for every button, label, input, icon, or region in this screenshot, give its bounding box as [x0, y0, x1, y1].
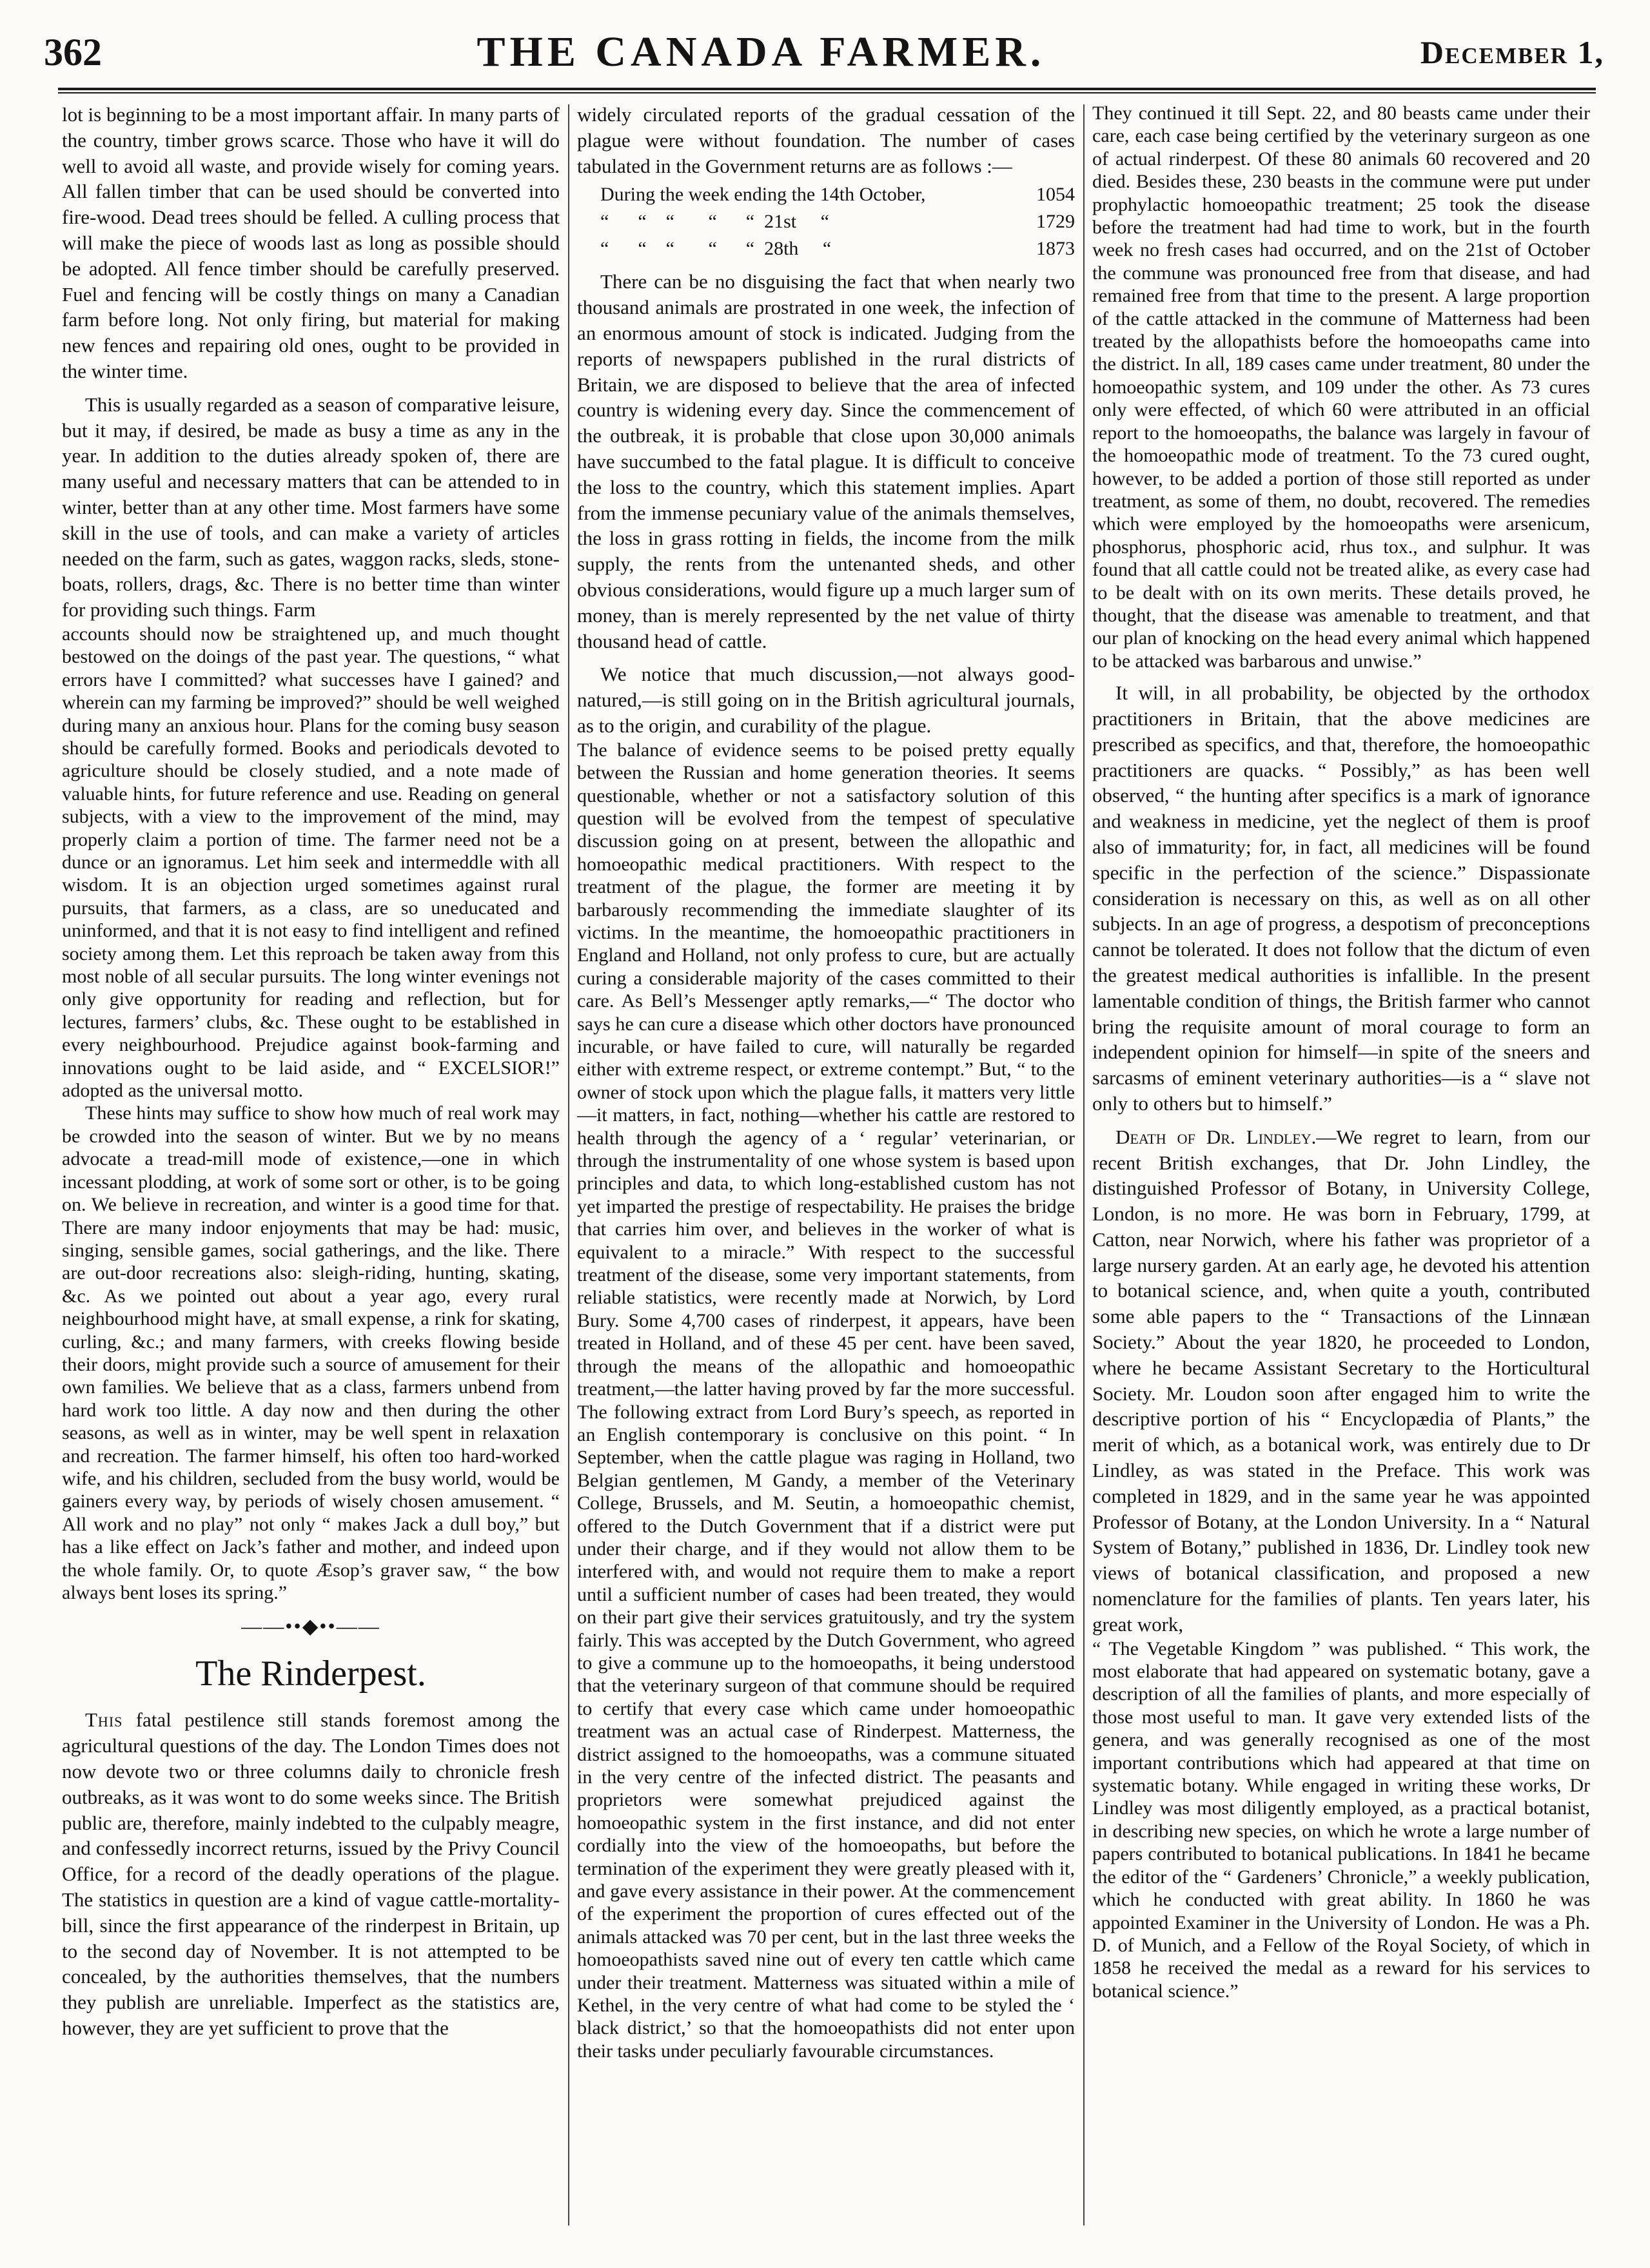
column-divider [1083, 104, 1085, 2225]
lead-word: This [85, 1708, 123, 1732]
table-row [577, 181, 1075, 208]
paragraph: widely circulated reports of the gradual cessation of the plague were without foundation. The number of cases tabulated in the Government returns are as follows :— [577, 103, 1075, 177]
paragraph: We notice that much discussion,—not always good-natured,—is still going on in the British agricultural journals, as to the origin, and curability of the plague. [577, 663, 1075, 737]
table-row [577, 208, 1075, 235]
table-label: During the week ending the 14th October, [600, 184, 926, 206]
returns-table [577, 181, 1075, 262]
paragraph-body: fatal pestilence still stands foremost among the agricultural questions of the day. The London Times does not now devote two or three columns daily to chronicle fresh outbreaks, as it was wont to do some weeks since. The British public are, therefore, mainly indebted to the culpably meagre, and confessedly incorrect returns, issued by the Privy Council Office, for a record of the deadly operations of the plague. The statistics in question are a kind of vague cattle-mortality-bill, since the first appearance of the rinderpest in Britain, up to the second day of November. It is not attempted to be concealed, by the authorities themselves, that the numbers they publish are unreliable. Imperfect as the statistics are, however, they are yet sufficient to prove that the [62, 1708, 560, 2039]
paragraph: The balance of evidence seems to be poised pretty equally between the Russian and home generation theories. It seems questionable, whether or not a satisfactory solution of this question will be evolved from the tempest of speculative discussion going on at present, between the allopathic and homoeopathic medical practitioners. With respect to the treatment of the plague, the former are meeting it by barbarously recommending the immediate slaughter of its victims. In the meantime, the homoeopathic practitioners in England and Holland, not only profess to cure, but are actually curing a considerable majority of the cases committed to their care. As Bell’s Messenger aptly remarks,—“ The doctor who says he can cure a disease which other doctors have pronounced incurable, or have failed to cure, will naturally be regarded either with extreme respect, or extreme contempt.” But, “ to the owner of stock upon which the plague falls, it matters very little—it matters, in fact, nothing—whether his cattle are restored to health through the agency of a ‘ regular’ veterinarian, or through the instrumentality of one whose system is based upon principles and data, to which long-established custom has not yet imparted the prestige of respectability. He praises the bridge that carries him over, and believes in the worker of what is equivalent to a miracle.” With respect to the successful treatment of the disease, some very important statements, from reliable statistics, were recently made at Norwich, by Lord Bury. Some 4,700 cases of rinderpest, it appears, have been treated in Holland, and of these 45 per cent. have been saved, through the means of the allopathic and homoeopathic treatment,—the latter having proved by far the more successful. The following extract from Lord Bury’s speech, as reported in an English contemporary is conclusive on this point. “ In September, when the cattle plague was raging in Holland, two Belgian gentlemen, M Gandy, a member of the Veterinary College, Brussels, and M. Seutin, a homoeopathic chemist, offered to the Dutch Government that if a district were put under their charge, and if they would not allow them to be interfered with, and would not require them to make a report until a sufficient number of cases had been treated, they would on their part give their services gratuitously, and try the system fairly. This was accepted by the Dutch Government, who agreed to give a commune up to the homoeopaths, it being understood that the veterinary surgeon of that commune should be required to certify that every case which came under homoeopathic treatment was an actual case of Rinderpest. Matterness, the district assigned to the homoeopaths, was a commune situated in the very centre of the infected district. The peasants and proprietors were somewhat prejudiced against the homoeopathic system in the first instance, and did not enter cordially into the view of the homoeopaths, but before the termination of the experiment they were greatly pleased with it, and gave every assistance in their power. At the commencement of the experiment the proportion of cures effected out of the animals attacked was 70 per cent, but in the last three weeks the homoeopathists saved nine out of every ten cattle which came under their treatment. Matterness was situated within a mile of Kethel, in the very centre of what had come to be styled the ‘ black district,’ so that the homoeopathists did not enter upon their tasks under peculiarly favourable circumstances. [577, 739, 1075, 2062]
table-value: 1729 [1036, 211, 1075, 233]
table-value: 1873 [1036, 238, 1075, 260]
masthead [44, 23, 1604, 81]
column-1 [62, 102, 560, 2229]
column-3 [1092, 102, 1590, 2229]
page-number: 362 [44, 30, 102, 73]
paragraph: It will, in all probability, be objected by the orthodox practitioners in Britain, that the above medicines are prescribed as specifics, and that, therefore, the homoeopathic practitioners are quacks. “ Possibly,” as has been well observed, “ the hunting after specifics is a mark of ignorance and weakness in medicine, yet the neglect of them is proof also of immaturity; for, in fact, all medicines will be found specific in the perfection of the science.” Dispassionate consideration is necessary on this, as well as on all other subjects. In an age of progress, a despotism of preconceptions cannot be tolerated. It does not follow that the dictum of even the greatest medical authorities is infallible. In the present lamentable condition of things, the British farmer who cannot bring the requisite amount of moral courage to form an independent opinion for himself—in spite of the sneers and sarcasms of eminent veterinary authorities—is a “ slave not only to others but to himself.” [1092, 681, 1590, 1115]
header-rule [58, 88, 1596, 90]
paragraph: This is usually regarded as a season of comparative leisure, but it may, if desired, be made as busy a time as any in the year. In addition to the duties already spoken of, there are many useful and necessary matters that can be attended to in winter, better than at any other time. Most farmers have some skill in the use of tools, and can make a variety of articles needed on the farm, such as gates, waggon racks, sleds, stone-boats, rollers, drags, &c. There is no better time than winter for providing such things. Farm [62, 393, 560, 621]
table-row [577, 235, 1075, 262]
article-columns [62, 102, 1590, 2229]
paragraph [1092, 1124, 1590, 1637]
paragraph: lot is beginning to be a most important affair. In many parts of the country, timber grows scarce. Those who have it will do well to avoid all waste, and provide wisely for coming years. All fallen timber that can be used should be converted into fire-wood. Dead trees should be felled. A culling process that will make the piece of woods last as long as possible should be adopted. All fence timber should be carefully preserved. Fuel and fencing will be costly things on many a Canadian farm before long. Not only firing, but material for making new fences and repairing old ones, ought to be provided in the winter time. [62, 103, 560, 382]
paragraph: accounts should now be straightened up, and much thought bestowed on the doings of the past year. The questions, “ what errors have I committed? what successes have I gained? and wherein can my farming be improved?” should be well weighed during many an anxious hour. Plans for the coming busy season should be carefully formed. Books and periodicals devoted to agriculture should be closely studied, and a note made of valuable hints, for future reference and use. Reading on general subjects, with a view to the improvement of the mind, may properly claim a portion of time. The farmer need not be a dunce or an ignoramus. Let him seek and intermeddle with all wisdom. It is an objection urged sometimes against rural pursuits, that farmers, as a class, are so uneducated and uninformed, and that it is not easy to find intelligent and refined society among them. Let this reproach be taken away from this most noble of all secular pursuits. The long winter evenings not only give opportunity for reading and reflection, but for lectures, farmers’ clubs, &c. These ought to be established in every neighbourhood. Prejudice against book-farming and innovations ought to be laid aside, and “ EXCELSIOR!” adopted as the universal motto. [62, 623, 560, 1102]
issue-date: December 1, [1420, 34, 1604, 70]
publication-title: THE CANADA FARMER. [476, 28, 1046, 75]
paragraph [62, 1707, 560, 2040]
column-divider [568, 104, 569, 2225]
table-label: “ “ “ “ “ 21st “ [600, 211, 829, 233]
table-value: 1054 [1036, 184, 1075, 206]
section-heading: The Rinderpest. [195, 1654, 426, 1694]
article-lead: Death of Dr. Lindley [1115, 1125, 1311, 1148]
column-2 [577, 102, 1075, 2229]
paragraph: These hints may suffice to show how much of real work may be crowded into the season of winter. But we by no means advocate a tread-mill mode of existence,—one in which incessant plodding, at work of some sort or other, is to be going on. We believe in recreation, and winter is a good time for that. There are many indoor enjoyments that may be had: music, singing, sensible games, social gatherings, and the like. There are out-door recreations also: sleigh-riding, hunting, skating, &c. As we pointed out about a year ago, every rural neighbourhood might have, at small expense, a rink for skating, curling, &c.; and many farmers, with creeks flowing beside their doors, might provide such a source of amusement for their own families. We believe that as a class, farmers unbend from hard work too little. A day now and then during the other seasons, as well as in winter, may be well spent in relaxation and recreation. The farmer himself, his often too hard-worked wife, and his children, secluded from the busy world, would be gainers every way, by periods of wisely chosen amusement. “ All work and no play” not only “ makes Jack a dull boy,” but has a like effect on Jack’s father and mother, and indeed upon the whole family. Or, to quote Æsop’s graver saw, “ the bow always bent loses its spring.” [62, 1102, 560, 1603]
table-label: “ “ “ “ “ 28th “ [600, 238, 832, 260]
paragraph: There can be no disguising the fact that when nearly two thousand animals are prostrated in one week, the infection of an enormous amount of stock is indicated. Judging from the reports of newspapers published in the rural districts of Britain, we are disposed to believe that the area of infected country is widening every day. Since the commencement of the outbreak, it is probable that close upon 30,000 animals have succumbed to the fatal plague. It is difficult to conceive the loss to the country, which this statement implies. Apart from the immense pecuniary value of the animals themselves, the loss in grass rotting in fields, the income from the milk supply, the rents from the untenanted sheds, and other obvious considerations, would figure up a much larger sum of money, than is merely represented by the net value of thirty thousand head of cattle. [577, 270, 1075, 652]
paragraph: They continued it till Sept. 22, and 80 beasts came under their care, each case being certified by the veterinary surgeon as one of actual rinderpest. Of these 80 animals 60 recovered and 20 died. Besides these, 230 beasts in the commune were put under prophylactic homoeopathic treatment; 25 took the disease before the treatment had had time to work, but in the fourth week no fresh cases had occurred, and on the 21st of October the commune was pronounced free from that disease, and had remained free from that time to the present. A large proportion of the cattle attacked in the commune of Matterness had been treated by the allopathists before the homoeopaths came into the district. In all, 189 cases came under treatment, 80 under the homoeopathic system, and 109 under the other. As 73 cures only were effected, of which 60 were attributed in an official report to the homoeopaths, the balance was largely in favour of the homoeopathic mode of treatment. To the 73 cured ought, however, to be added a portion of those still reported as under treatment, as some of them, no doubt, recovered. The remedies which were employed by the homoeopaths were arsenicum, phosphorus, phosphoric acid, rhus tox., and sulphur. It was found that all cattle could not be treated alike, as every case had to be dealt with on its own merits. These details proved, he thought, that the disease was amenable to treatment, and that our plan of knocking on the head every animal which happened to be attacked was barbarous and unwise.” [1092, 103, 1590, 672]
section-ornament: ——••◆••—— [241, 1614, 380, 1638]
paragraph: “ The Vegetable Kingdom ” was published. “ This work, the most elaborate that had appeared on systematic botany, gave a description of all the families of plants, and more especially of those most useful to man. It gave very extended lists of the genera, and was generally recognised as one of the most important contributions which had appeared at that time on systematic botany. While engaged in writing these works, Dr Lindley was most diligently employed, as a practical botanist, in describing new species, on which he wrote a large number of papers contributed to botanical publications. In 1841 he became the editor of the “ Gardeners’ Chronicle,” a weekly publication, which he conducted with great ability. In 1860 he was appointed Examiner in the University of London. He was a Ph. D. of Munich, and a Fellow of the Royal Society, of which in 1858 he received the medal as a reward for his services to botanical science.” [1092, 1637, 1590, 2002]
paragraph-body: .—We regret to learn, from our recent British exchanges, that Dr. John Lindley, the distinguished Professor of Botany, in University College, London, is no more. He was born in February, 1799, at Catton, near Norwich, where his father was proprietor of a large nursery garden. At an early age, he devoted his attention to botanical science, and, when quite a youth, contributed some able papers to the “ Transactions of the Linnæan Society.” About the year 1820, he proceeded to London, where he became Assistant Secretary to the Horticultural Society. Mr. Loudon soon after engaged him to write the descriptive portion of his “ Encyclopædia of Plants,” the merit of which, as a botanical work, was entirely due to Dr Lindley, as was stated in the Preface. This work was completed in 1829, and in the same year he was appointed Professor of Botany, at the London University. In a “ Natural System of Botany,” published in 1836, Dr. Lindley took new views of botanical classification, and proposed a new nomenclature for the families of plants. Ten years later, his great work, [1092, 1125, 1590, 1636]
header-rule-thin [58, 92, 1596, 93]
